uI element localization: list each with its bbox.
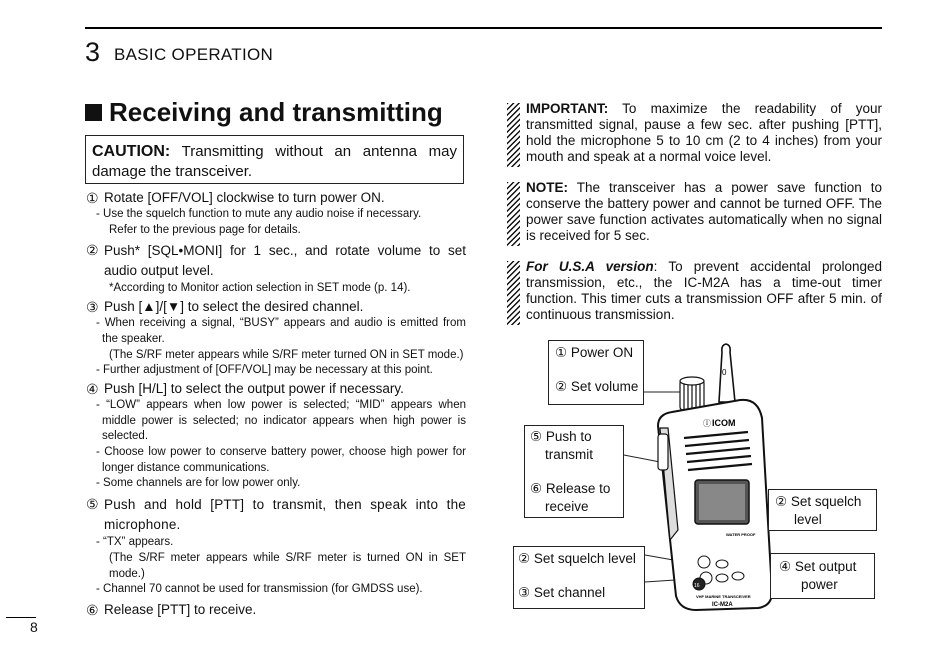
- important-label: IMPORTANT:: [526, 101, 609, 116]
- usa-version-note: [507, 259, 882, 323]
- step-number: ⑥: [86, 601, 99, 618]
- callout-ptt: [524, 425, 624, 518]
- step-note: - Channel 70 cannot be used for transmission (for GMDSS use).: [96, 583, 423, 596]
- squelch-right-label: ② Set squelch: [775, 494, 862, 509]
- step-4: [86, 380, 466, 398]
- important-text: To maximize the readability of your transmitted signal, pause a few sec. after pushing [PTT], hold the microphone 5 to 10 cm (2 to 4 inches) from your mouth and speak at a normal voice level.: [526, 101, 882, 164]
- chapter-number: 3: [85, 37, 101, 67]
- section-title: [85, 97, 443, 128]
- step-note: - Choose low power to conserve battery power, choose high power for longer distance communications.: [96, 446, 466, 474]
- squelch-right-label-2: level: [794, 512, 822, 527]
- step-note: - When receiving a signal, “BUSY” appears and audio is emitted from the speaker.: [96, 317, 466, 345]
- step-note: *According to Monitor action selection in SET mode (p. 14).: [109, 282, 411, 295]
- callout-output-power: [770, 553, 875, 599]
- key-16-label: 16: [694, 583, 700, 589]
- page-number: 8: [30, 619, 38, 635]
- step-text: Push* [SQL•MONI] for 1 sec., and rotate volume to set audio output level.: [104, 243, 466, 279]
- antenna-mark: 0: [722, 368, 727, 377]
- usa-text: : To prevent accidental prolonged transmission, etc., the IC-M2A has a time-out timer function. This timer cuts a transmission OFF after 5 min. of continuous transmission.: [526, 259, 882, 322]
- step-2: [86, 241, 466, 281]
- power-save-note: [507, 180, 882, 244]
- hatch-mark: [507, 103, 520, 167]
- push-transmit-label: ⑤ Push to: [530, 429, 592, 444]
- note-text: The transceiver has a power save function to conserve the battery power and cannot be turned OFF. The power save function activates automatically when no signal is received for 5 sec.: [526, 180, 882, 243]
- steps-list: [86, 188, 466, 619]
- step-note: - Some channels are for low power only.: [96, 477, 301, 490]
- ch-key: [716, 574, 728, 582]
- step-note: - “TX” appears.: [96, 536, 174, 549]
- step-number: ③: [86, 299, 99, 316]
- hatch-mark: [507, 182, 520, 246]
- output-power-label-2: power: [801, 577, 838, 592]
- caution-label: CAUTION:: [92, 143, 171, 160]
- step-number: ②: [86, 242, 99, 259]
- section-title-text: Receiving and transmitting: [109, 97, 443, 127]
- water-proof-label: WATER PROOF: [726, 532, 756, 537]
- set-volume-label: ② Set volume: [555, 379, 639, 394]
- step-text: Push and hold [PTT] to transmit, then speak into the microphone.: [104, 497, 466, 533]
- brand-logo-mark: Ⓘ: [703, 419, 711, 428]
- step-note: - Further adjustment of [OFF/VOL] may be necessary at this point.: [96, 364, 433, 377]
- release-receive-label: ⑥ Release to: [530, 481, 611, 496]
- volume-knob: [680, 377, 704, 410]
- square-bullet-icon: [85, 104, 102, 121]
- set-channel-label: ③ Set channel: [518, 585, 606, 600]
- radio-body: [658, 400, 772, 610]
- usa-label: For U.S.A version: [526, 259, 654, 274]
- callout-squelch-right: [768, 489, 877, 531]
- model-label: IC-M2A: [712, 602, 733, 608]
- step-text: Push [▲]/[▼] to select the desired channel.: [104, 299, 364, 315]
- hatch-mark: [507, 261, 520, 325]
- callout-squelch-channel: [513, 546, 645, 609]
- caution-box: [85, 135, 464, 184]
- callout-power-volume: [548, 340, 644, 405]
- up-key: [698, 556, 710, 568]
- step-note: (The S/RF meter appears while S/RF meter turned ON in SET mode.): [109, 348, 464, 361]
- notes-column: [507, 101, 882, 323]
- step-5: [86, 495, 466, 535]
- step-text: Push [H/L] to select the output power if necessary.: [104, 380, 404, 396]
- output-power-label: ④ Set output: [779, 559, 857, 574]
- caution-text: Transmitting without an antenna may damage the transceiver.: [92, 143, 457, 180]
- power-on-label: ① Power ON: [555, 345, 634, 360]
- push-transmit-label-2: transmit: [545, 447, 594, 462]
- step-3: [86, 298, 466, 316]
- step-note: - “LOW” appears when low power is selected; “MID” appears when middle power is selected; no indicator appears when high power is selected.: [96, 398, 466, 443]
- step-note: Refer to the previous page for details.: [109, 223, 301, 236]
- subtitle-label: VHF MARINE TRANSCEIVER: [696, 594, 751, 599]
- step-note: (The S/RF meter appears while S/RF meter is turned ON in SET mode.): [109, 551, 466, 580]
- page-number-rule: [6, 617, 36, 618]
- important-note: [507, 101, 882, 165]
- step-text: Release [PTT] to receive.: [104, 601, 257, 617]
- step-text: Rotate [OFF/VOL] clockwise to turn power ON.: [104, 190, 385, 205]
- brand-logo: ICOM: [712, 418, 736, 428]
- chapter-title: BASIC OPERATION: [114, 45, 274, 64]
- step-number: ①: [86, 190, 99, 206]
- step-number: ④: [86, 380, 99, 397]
- step-note: - Use the squelch function to mute any audio noise if necessary.: [96, 208, 422, 220]
- ptt-button: [658, 434, 668, 470]
- sql-key: [716, 560, 728, 568]
- release-receive-label-2: receive: [545, 499, 589, 514]
- step-6: [86, 601, 466, 619]
- header-rule: [85, 27, 882, 29]
- step-number: ⑤: [86, 496, 99, 513]
- note-label: NOTE:: [526, 180, 568, 195]
- squelch-level-label: ② Set squelch level: [518, 551, 636, 566]
- step-1: [86, 189, 466, 207]
- hl-key: [732, 572, 744, 580]
